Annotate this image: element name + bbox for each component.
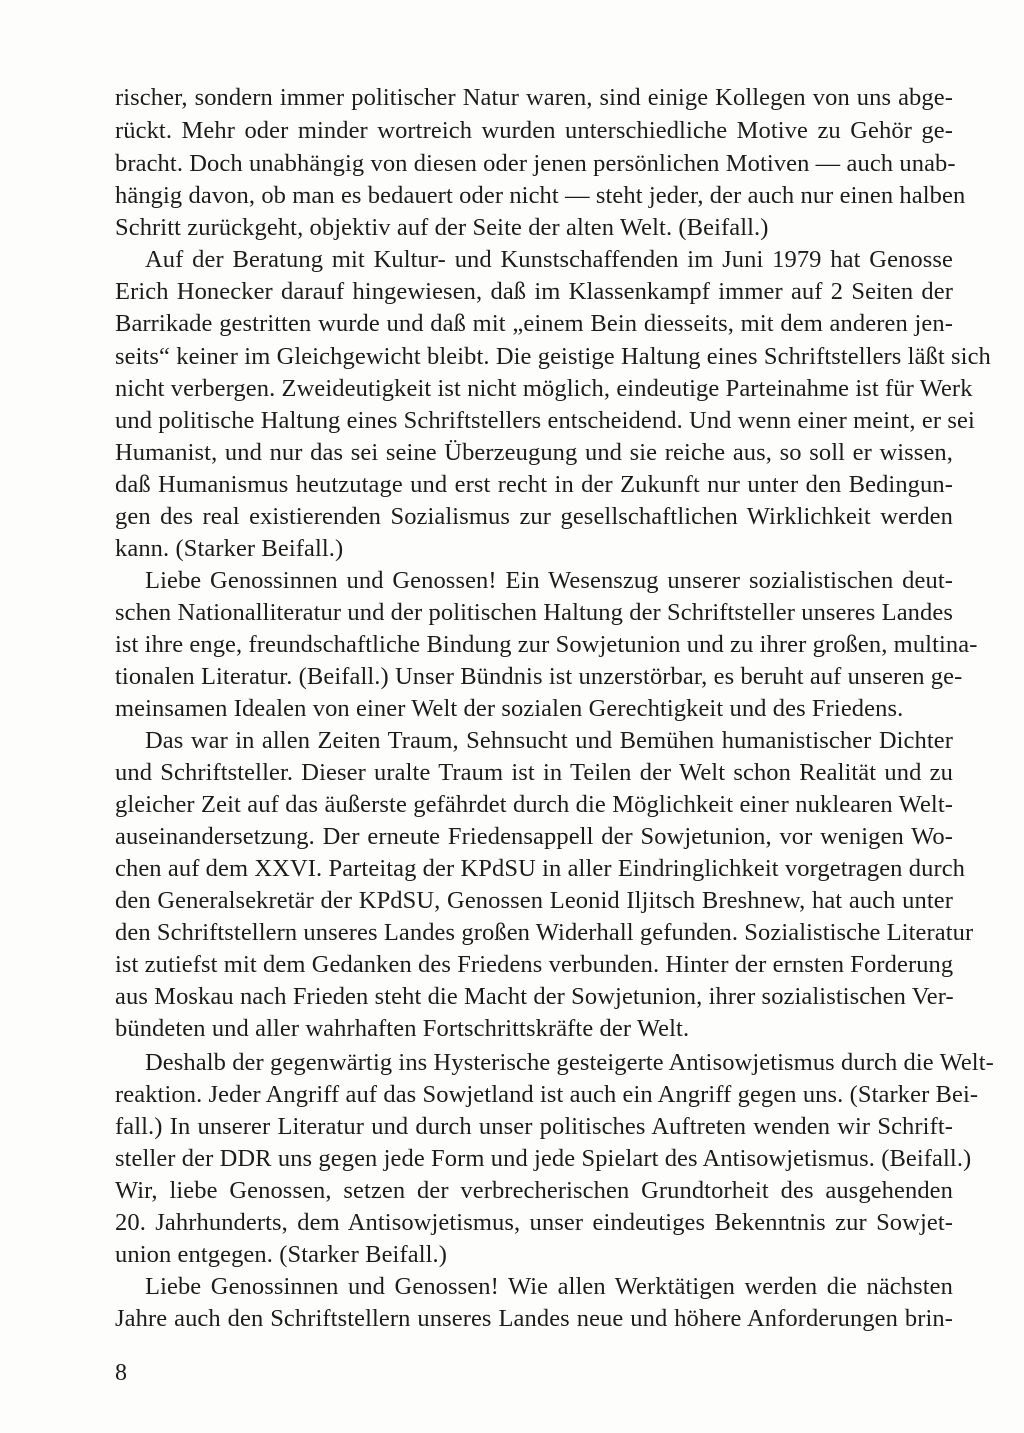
text-line: und Schriftsteller. Dieser uralte Traum ist in Teilen der Welt schon Realität und zu	[115, 759, 953, 786]
text-line: auseinandersetzung. Der erneute Friedensappell der Sowjetunion, vor wenigen Wo-	[115, 823, 953, 850]
text-line: Humanist, und nur das sei seine Überzeugung und sie reiche aus, so soll er wissen,	[115, 439, 953, 466]
text-line: Schritt zurückgeht, objektiv auf der Seite der alten Welt. (Beifall.)	[115, 214, 769, 241]
text-line: daß Humanismus heutzutage und erst recht in der Zukunft nur unter den Bedingun-	[115, 471, 953, 498]
text-line: Erich Honecker darauf hingewiesen, daß im Klassenkampf immer auf 2 Seiten der	[115, 278, 953, 305]
paragraph-first-line: Deshalb der gegenwärtig ins Hysterische gesteigerte Antisowjetismus durch die Welt-	[145, 1049, 994, 1076]
text-line: den Schriftstellern unseres Landes großen Widerhall gefunden. Sozialistische Literatur	[115, 919, 974, 946]
text-line: rischer, sondern immer politischer Natur waren, sind einige Kollegen von uns abge-	[115, 84, 953, 111]
text-line: steller der DDR uns gegen jede Form und jede Spielart des Antisowjetismus. (Beifall.)	[115, 1145, 972, 1172]
text-line: fall.) In unserer Literatur und durch unser politisches Auftreten wenden wir Schrift-	[115, 1113, 953, 1140]
text-line: gen des real existierenden Sozialismus zur gesellschaftlichen Wirklichkeit werden	[115, 503, 953, 530]
text-line: Wir, liebe Genossen, setzen der verbrecherischen Grundtorheit des ausgehenden	[115, 1177, 953, 1204]
text-line: kann. (Starker Beifall.)	[115, 535, 344, 562]
page-number: 8	[115, 1360, 127, 1386]
text-line: bracht. Doch unabhängig von diesen oder jenen persönlichen Motiven — auch unab-	[115, 150, 956, 177]
text-line: meinsamen Idealen von einer Welt der sozialen Gerechtigkeit und des Friedens.	[115, 695, 904, 722]
paragraph-first-line: Liebe Genossinnen und Genossen! Wie allen Werktätigen werden die nächsten	[145, 1273, 953, 1300]
text-line: 20. Jahrhunderts, dem Antisowjetismus, unser eindeutiges Bekenntnis zur Sowjet-	[115, 1209, 953, 1236]
text-line: nicht verbergen. Zweideutigkeit ist nicht möglich, eindeutige Parteinahme ist für Werk	[115, 375, 973, 402]
paragraph-first-line: Liebe Genossinnen und Genossen! Ein Wesenszug unserer sozialistischen deut-	[145, 567, 953, 594]
text-line: ist ihre enge, freundschaftliche Bindung zur Sowjetunion und zu ihrer großen, multina-	[115, 631, 978, 658]
text-line: und politische Haltung eines Schriftstellers entscheidend. Und wenn einer meint, er sei	[115, 407, 975, 434]
text-line: Jahre auch den Schriftstellern unseres Landes neue und höhere Anforderungen brin-	[115, 1305, 953, 1332]
text-line: rückt. Mehr oder minder wortreich wurden unterschiedliche Motive zu Gehör ge-	[115, 117, 953, 144]
paragraph-first-line: Auf der Beratung mit Kultur- und Kunstschaffenden im Juni 1979 hat Genosse	[145, 246, 953, 273]
text-line: tionalen Literatur. (Beifall.) Unser Bündnis ist unzerstörbar, es beruht auf unseren ge-	[115, 663, 963, 690]
text-line: union entgegen. (Starker Beifall.)	[115, 1241, 447, 1268]
text-line: chen auf dem XXVI. Parteitag der KPdSU in aller Eindringlichkeit vorgetragen durch	[115, 855, 966, 882]
text-line: schen Nationalliteratur und der politischen Haltung der Schriftsteller unseres Landes	[115, 599, 953, 626]
paragraph-first-line: Das war in allen Zeiten Traum, Sehnsucht und Bemühen humanistischer Dichter	[145, 727, 953, 754]
text-line: bündeten und aller wahrhaften Fortschrittskräfte der Welt.	[115, 1015, 690, 1042]
text-line: hängig davon, ob man es bedauert oder nicht — steht jeder, der auch nur einen halben	[115, 182, 966, 209]
text-line: Barrikade gestritten wurde und daß mit „einem Bein diesseits, mit dem anderen jen-	[115, 310, 953, 337]
text-line: ist zutiefst mit dem Gedanken des Friedens verbunden. Hinter der ernsten Forderung	[115, 951, 954, 978]
text-line: gleicher Zeit auf das äußerste gefährdet durch die Möglichkeit einer nuklearen Welt-	[115, 791, 953, 818]
text-line: reaktion. Jeder Angriff auf das Sowjetland ist auch ein Angriff gegen uns. (Starker Bei-	[115, 1081, 979, 1108]
text-line: seits“ keiner im Gleichgewicht bleibt. Die geistige Haltung eines Schriftstellers läßt sich	[115, 343, 991, 370]
text-line: aus Moskau nach Frieden steht die Macht der Sowjetunion, ihrer sozialistischen Ver-	[115, 983, 954, 1010]
text-line: den Generalsekretär der KPdSU, Genossen Leonid Iljitsch Breshnew, hat auch unter	[115, 887, 953, 914]
